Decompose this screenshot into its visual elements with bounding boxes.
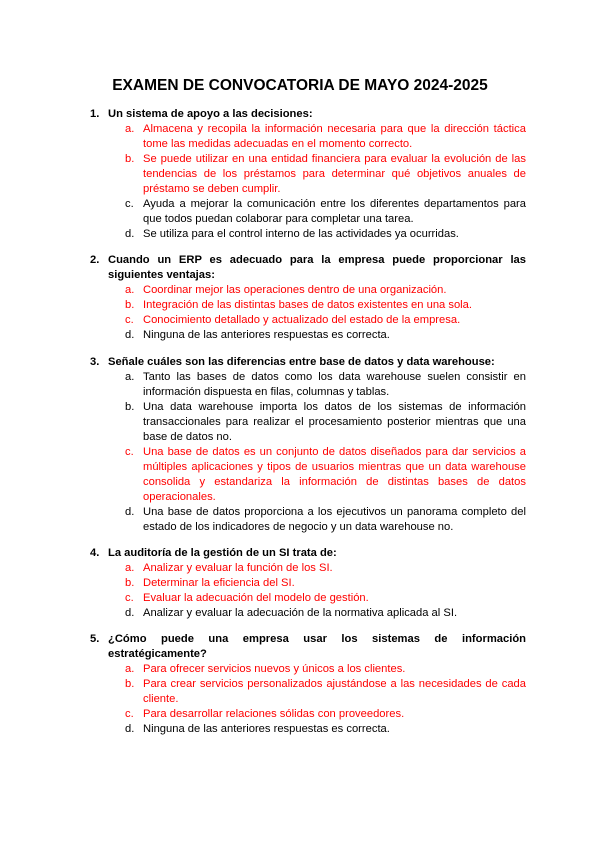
answer-option xyxy=(90,400,526,445)
option-letter: d. xyxy=(125,329,135,341)
question-number: 3. xyxy=(90,356,100,368)
option-letter: a. xyxy=(125,562,135,574)
option-letter: a. xyxy=(125,123,135,135)
question-heading xyxy=(90,355,526,370)
option-text: Coordinar mejor las operaciones dentro de una organización. xyxy=(143,284,447,296)
answer-option xyxy=(90,505,526,535)
option-text: Una data warehouse importa los datos de los sistemas de información transaccionales para realizar el procesamiento posterior mientras que una base de datos no. xyxy=(143,401,526,443)
answer-option xyxy=(90,677,526,707)
option-letter: d. xyxy=(125,228,135,240)
option-letter: a. xyxy=(125,284,135,296)
option-text: Conocimiento detallado y actualizado del estado de la empresa. xyxy=(143,314,461,326)
answer-options xyxy=(90,662,526,737)
question-number: 4. xyxy=(90,547,100,559)
question-heading xyxy=(90,632,526,662)
option-letter: c. xyxy=(125,592,134,604)
answer-option xyxy=(90,606,526,621)
answer-option xyxy=(90,445,526,505)
question-heading xyxy=(90,253,526,283)
option-letter: a. xyxy=(125,663,135,675)
answer-option xyxy=(90,152,526,197)
answer-option xyxy=(90,370,526,400)
question-text: Cuando un ERP es adecuado para la empresa puede proporcionar las siguientes ventajas: xyxy=(108,254,526,281)
question-5 xyxy=(90,632,526,737)
option-letter: b. xyxy=(125,299,135,311)
option-text: Se utiliza para el control interno de las actividades ya ocurridas. xyxy=(143,228,459,240)
option-letter: c. xyxy=(125,198,134,210)
question-4 xyxy=(90,546,526,621)
answer-option xyxy=(90,561,526,576)
question-number: 5. xyxy=(90,633,100,645)
question-number: 2. xyxy=(90,254,100,266)
exam-title: EXAMEN DE CONVOCATORIA DE MAYO 2024-2025 xyxy=(112,77,488,94)
option-text: Para desarrollar relaciones sólidas con proveedores. xyxy=(143,708,405,720)
question-text: ¿Cómo puede una empresa usar los sistemas de información estratégicamente? xyxy=(108,633,526,660)
option-text: Determinar la eficiencia del SI. xyxy=(143,577,295,589)
option-text: Para ofrecer servicios nuevos y únicos a los clientes. xyxy=(143,663,406,675)
option-text: Una base de datos es un conjunto de datos diseñados para dar servicios a múltiples aplicaciones y tipos de usuarios mientras que un data warehouse consolida y estandariza la información de distintas bases de datos operacionales. xyxy=(143,446,526,503)
answer-option xyxy=(90,722,526,737)
question-2 xyxy=(90,253,526,343)
question-text: Señale cuáles son las diferencias entre base de datos y data warehouse: xyxy=(108,356,495,368)
option-text: Para crear servicios personalizados ajustándose a las necesidades de cada cliente. xyxy=(143,678,526,705)
option-text: Ninguna de las anteriores respuestas es correcta. xyxy=(143,723,390,735)
answer-options xyxy=(90,561,526,621)
option-letter: d. xyxy=(125,607,135,619)
answer-option xyxy=(90,328,526,343)
option-letter: c. xyxy=(125,314,134,326)
answer-options xyxy=(90,283,526,343)
option-letter: d. xyxy=(125,723,135,735)
option-text: Tanto las bases de datos como los data warehouse suelen consistir en información dispuesta en filas, columnas y tablas. xyxy=(143,371,526,398)
option-text: Se puede utilizar en una entidad financiera para evaluar la evolución de las tendencias de los préstamos para determinar qué objetivos anuales de préstamo se deben cumplir. xyxy=(143,153,526,195)
answer-option xyxy=(90,591,526,606)
option-letter: b. xyxy=(125,678,135,690)
answer-options xyxy=(90,122,526,242)
option-letter: c. xyxy=(125,708,134,720)
question-3 xyxy=(90,355,526,535)
option-text: Evaluar la adecuación del modelo de gestión. xyxy=(143,592,369,604)
option-letter: b. xyxy=(125,577,135,589)
answer-option xyxy=(90,313,526,328)
option-letter: b. xyxy=(125,401,135,413)
question-1 xyxy=(90,107,526,242)
answer-option xyxy=(90,576,526,591)
option-text: Analizar y evaluar la función de los SI. xyxy=(143,562,333,574)
answer-option xyxy=(90,298,526,313)
option-letter: d. xyxy=(125,506,135,518)
option-text: Una base de datos proporciona a los ejecutivos un panorama completo del estado de los indicadores de negocio y un data warehouse no. xyxy=(143,506,526,533)
option-letter: a. xyxy=(125,371,135,383)
question-text: La auditoría de la gestión de un SI trata de: xyxy=(108,547,337,559)
answer-option xyxy=(90,283,526,298)
question-number: 1. xyxy=(90,108,100,120)
answer-options xyxy=(90,370,526,535)
answer-option xyxy=(90,197,526,227)
answer-option xyxy=(90,227,526,242)
answer-option xyxy=(90,122,526,152)
option-letter: b. xyxy=(125,153,135,165)
option-text: Ayuda a mejorar la comunicación entre los diferentes departamentos para que todos puedan colaborar para completar una tarea. xyxy=(143,198,526,225)
option-letter: c. xyxy=(125,446,134,458)
option-text: Ninguna de las anteriores respuestas es correcta. xyxy=(143,329,390,341)
question-heading xyxy=(90,107,526,122)
question-heading xyxy=(90,546,526,561)
option-text: Analizar y evaluar la adecuación de la normativa aplicada al SI. xyxy=(143,607,458,619)
answer-option xyxy=(90,707,526,722)
option-text: Integración de las distintas bases de datos existentes en una sola. xyxy=(143,299,472,311)
question-text: Un sistema de apoyo a las decisiones: xyxy=(108,108,313,120)
answer-option xyxy=(90,662,526,677)
option-text: Almacena y recopila la información necesaria para que la dirección táctica tome las medidas adecuadas en el momento correcto. xyxy=(143,123,526,150)
